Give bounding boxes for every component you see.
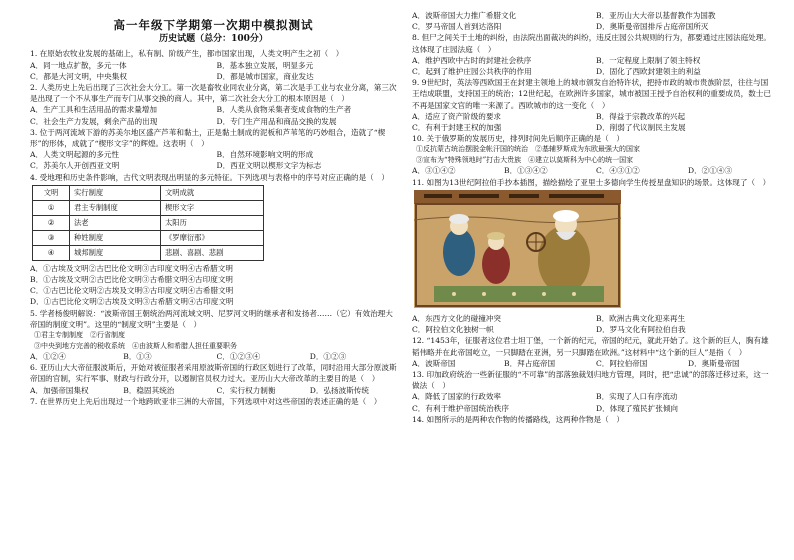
option: A．生产工具和生活用品的需求量增加 [30,105,157,115]
question-2-options [30,104,397,126]
exam-title: 高一年级下学期第一次期中模拟测试 [113,18,314,32]
question-8-stem: 8. 但尸之间关于土地的纠纷，由法院出面裁决的纠纷，违反庄园公共规则的行为，都要通过庄园法庭处理。这体现了庄园法庭（ ） [412,33,771,54]
table-row [33,185,264,200]
option: A．适应了资产阶级的要求 [412,111,502,121]
question-4-options [30,263,397,308]
option: A．降低了国家的行政效率 [412,392,502,402]
option: B．①③ [123,352,152,362]
option: B．自然环境影响文明的形成 [216,150,314,160]
question-13-stem: 13. 印加政府统治一些新征服的“不可靠”的部落独裁划归地方管理，同时，把“忠诚”的部落迁移过来，这一做法（ ） [412,370,769,391]
table-cell: 悲剧、喜剧、悲剧 [161,245,264,260]
question-13-options [412,391,774,413]
question-4-stem: 4. 受地理和历史条件影响，古代文明表现出明显的多元特征。下列选项与表格中的序号对应正确的是（ ） [30,172,389,182]
option: A．③①④② [412,166,456,176]
left-column [30,10,397,407]
table-cell: 《罗摩衍那》 [161,230,264,245]
option: C．阿拉伯文化独树一帜 [412,325,494,335]
option: D．体现了殖民扩张倾向 [596,403,679,413]
option: A．加强帝国集权 [30,385,89,395]
table-cell: 楔形文字 [161,200,264,215]
question-10-statement: ③宣布为“特殊领地时”打击大贵族 ④建立以莫斯科为中心的统一国家 [416,155,634,164]
option: B．亚历山大大帝以基督教作为国教 [596,11,716,20]
option: C．④③①② [596,166,640,176]
option: A．人类文明起源的多元性 [30,150,120,160]
table-row [33,215,264,230]
table-cell: 城邦制度 [70,245,161,260]
question-5-statement: ③中央到地方完善的税收系统 ④由波斯人和希腊人担任重要职务 [34,341,237,350]
option: A．①古埃及文明②古巴比伦文明③古印度文明④古希腊文明 [30,263,233,273]
option: C．社会生产力发展，剩余产品的出现 [30,116,158,126]
option: B．实现了人口有序流动 [596,392,678,402]
option: D．奥斯曼帝国排斥占庭帝国所灭 [596,22,709,32]
option: C．实行权力制衡 [216,385,276,395]
option: A．波斯帝国 [412,358,456,368]
option: C．有利于封建王权的加强 [412,123,502,133]
question-8-options [412,55,774,77]
question-5-options [30,351,397,362]
question-2-stem: 2. 人类历史上先后出现了三次社会大分工。第一次是畜牧业同农业分离，第二次是手工业与农业分离，第三次是出现了一个不从事生产而专门从事交换的商人。其中，第二次社会大分工的根本原因是（ ） [30,83,397,104]
table-cell: ④ [33,245,70,260]
option: C．①②③④ [216,352,261,362]
option: C．有利于维护帝国统治秩序 [412,403,509,413]
table-cell: 文明 [33,185,70,200]
option: D．固化了西欧封建领主的利益 [596,67,701,77]
option: B．①古埃及文明②古巴比伦文明③古希腊文明④古印度文明 [30,275,234,285]
question-9-stem: 9. 9世纪时，英法等西欧国王在封建主领地上的城市颁发自治特许状，把持市政的城市贵族阶层，往往与国王结成联盟，支持国王的统治；12世纪起，在欧洲许多国家，城市被国王授予自治权利的重要成员，数士已不再是国家文官的唯一来源了。西欧城市的这一变化（ ） [412,78,771,110]
exam-subtitle: 历史试题（总分：100分） [159,34,268,45]
option: D．专门生产用品和商品交换的发展 [216,116,337,126]
option: D．都是城市国家，商业发达 [216,71,314,81]
option: A．波斯帝国大力推广希腊文化 [412,11,517,20]
option: D．弘扬波斯传统 [309,385,369,395]
option: D．①②③ [309,352,347,362]
option: A．同一地点扩散，多元一体 [30,60,127,70]
table-row [33,230,264,245]
option: B．欧洲古典文化迎来再生 [596,314,686,324]
question-3-options [30,149,397,171]
table-cell: ③ [33,230,70,245]
option: D．西亚文明以楔形文字为标志 [216,161,322,171]
civilization-table [32,185,264,261]
question-10-options [412,165,774,176]
option: C．都是大河文明，中央集权 [30,71,127,81]
question-7-options [412,10,774,32]
question-12-options [412,358,774,369]
arabic-manuscript-illustration [414,190,621,308]
option: B．拜占庭帝国 [504,358,556,368]
option: C．阿拉伯帝国 [596,358,648,368]
table-cell: 文明成就 [161,185,264,200]
option: C．①古巴比伦文明②古埃及文明③古印度文明④古希腊文明 [30,286,234,296]
option: D．罗马文化有阿拉伯自我 [596,325,686,335]
option: B．人类从食物采集者变成食物的生产者 [216,105,352,115]
table-row [33,245,264,260]
option: A．维护西欧中古时的封建社会秩序 [412,55,532,65]
option: B．基本独立发展，明显多元 [216,60,314,70]
table-cell: ② [33,215,70,230]
table-row [33,200,264,215]
option: D．②①④③ [688,166,733,176]
option: C．起到了维护庄园公共秩序的作用 [412,67,532,77]
option: D．削弱了代议制民主发展 [596,123,686,133]
option: B．一定程度上限制了领主特权 [596,55,701,65]
table-cell: 实行制度 [70,185,161,200]
question-10-stem: 10. 关于俄罗斯的发展历史，排列时间先后顺序正确的是（ ） [412,134,624,144]
question-14-stem: 14. 如图所示的是两种农作物的传播路线，这两种作物是（ ） [412,414,624,424]
question-10-statement: ①反抗蒙古统治摆脱金帐汗国的统治 ②基辅罗斯成为东欧最强大的国家 [416,145,640,154]
option: B．①③④② [504,166,548,176]
option: A．①②④ [30,352,66,362]
option: D．①古巴比伦文明②古埃及文明③古希腊文明④古印度文明 [30,297,234,307]
question-5-statement: ①君主专制制度 ②行省制度 [34,331,125,340]
option: D．奥斯曼帝国 [688,358,740,368]
question-11-stem: 11. 如图为13世纪阿拉伯手抄本插图，描绘描绘了亚里士多德向学生传授星盘知识的场景。这体现了（ ） [412,177,771,187]
question-12-stem: 12. “1453年，征服者这位君士坦丁堡，一个新的纪元，帝国的纪元，就此开始了。这个新的巨人，胸有雄韬伟略并在此帝国屹立，一只脚踏在亚洲，另一只脚踏在欧洲。”这材料中“这个新的巨人”是指（ ） [412,336,769,357]
question-1-stem: 1. 在原始农牧业发展的基础上，私有制、阶级产生，都市国家出现，人类文明产生之初（ ） [30,49,344,59]
option: A．东西方文化的碰撞冲突 [412,314,502,324]
table-cell: 太阳历 [161,215,264,230]
table-cell: 法老 [70,215,161,230]
option: C．罗马帝国人首到达洛阳 [412,22,502,32]
option: B．得益于宗教改革的兴起 [596,111,686,121]
table-cell: ① [33,200,70,215]
option: C．苏美尔人开创西亚文明 [30,161,120,171]
table-cell: 种姓制度 [70,230,161,245]
question-3-stem: 3. 位于两河流域下游的苏美尔地区盛产芦苇和黏土，正是黏土制成的泥板和芦苇笔的巧妙组合，造就了“楔形”的形体，成就了“楔形文字”的辉煌。这表明（ ） [30,127,386,149]
question-6-options [30,385,397,396]
question-5-stem: 5. 学者杨俊明解说：“波斯帝国王朝统治两河流域文明、尼罗河文明的继承者和发扬者……（它）有效治理大帝国的制度文明”。这里的“制度文明”主要是（ ） [30,308,393,329]
question-6-stem: 6. 亚历山大大帝征服波斯后，开始对被征服者采用原波斯帝国的行政区划进行了改革，同时沿用大部分原波斯帝国的官制，实行军事、财政与行政分开，以遏制官员权力过大。亚历山大大帝改革的主要目的是（ ） [30,363,397,384]
right-column [412,10,774,425]
question-9-options [412,111,774,133]
question-11-options [412,313,774,335]
question-7-stem: 7. 在世界历史上先后出现过一个地跨欧亚非三洲的大帝国，下列选项中对这些帝国的表述正确的是（ ） [30,396,382,406]
option: B．稳固其统治 [123,385,175,395]
question-1-options [30,60,397,82]
table-cell: 君主专制制度 [70,200,161,215]
